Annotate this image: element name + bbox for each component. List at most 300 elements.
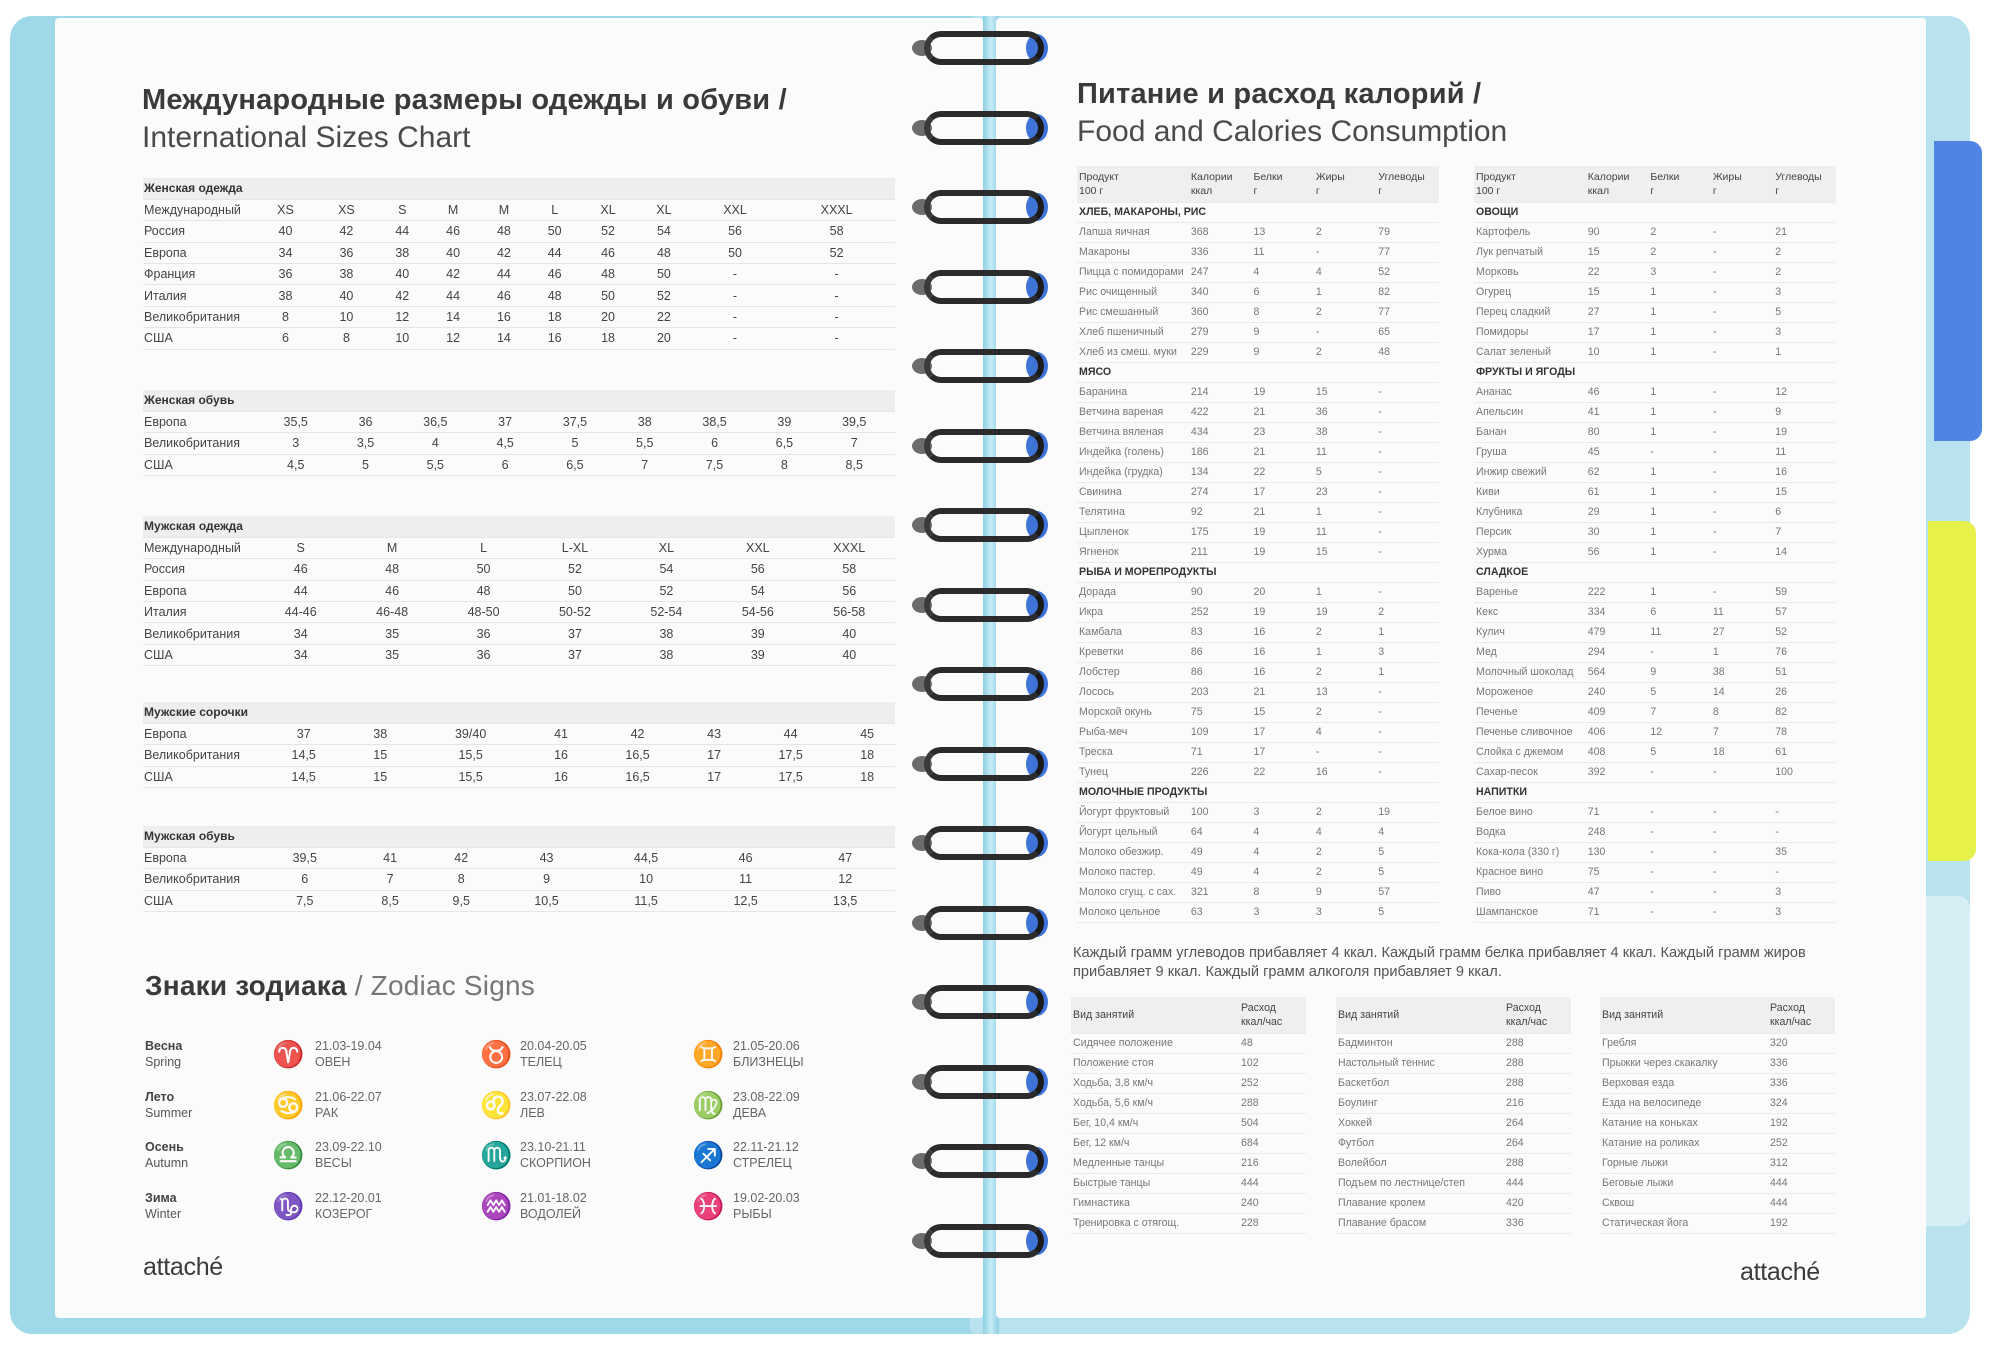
food-value: - (1711, 862, 1773, 882)
size-cell: 52 (636, 285, 692, 306)
food-value: 11 (1711, 602, 1773, 622)
activity-row (1600, 1133, 1835, 1153)
food-value: 1 (1376, 622, 1439, 642)
food-value: 71 (1189, 742, 1252, 762)
size-cell: 39 (712, 623, 803, 644)
food-value: 175 (1189, 522, 1252, 542)
zodiac-sign-name: ВОДОЛЕЙ (520, 1206, 581, 1221)
size-cell: 22 (636, 306, 692, 327)
food-name: Молочный шоколад (1474, 662, 1586, 682)
food-row (1077, 302, 1439, 322)
activity-kcal: 228 (1239, 1213, 1306, 1233)
food-row (1077, 342, 1439, 362)
activity-row (1600, 1053, 1835, 1073)
size-row (143, 580, 895, 601)
binder-ring (910, 106, 1052, 150)
size-cell: 48 (438, 580, 529, 601)
food-value: 8 (1252, 302, 1314, 322)
size-cell: 50 (692, 242, 778, 263)
activity-name: Верховая езда (1600, 1073, 1768, 1093)
food-row (1474, 822, 1836, 842)
food-value: 3 (1773, 902, 1836, 922)
zodiac-sign-name: КОЗЕРОГ (315, 1206, 373, 1221)
size-cell: 8 (316, 328, 377, 349)
size-cell: XXXL (778, 199, 895, 220)
food-name: Хлеб из смеш. муки (1077, 342, 1189, 362)
food-value: 3 (1314, 902, 1376, 922)
activity-kcal: 444 (1768, 1173, 1835, 1193)
food-row (1474, 602, 1836, 622)
activity-header-cell: Вид занятий (1336, 997, 1504, 1033)
food-value: - (1376, 702, 1439, 722)
activity-row (1071, 1113, 1306, 1133)
size-cell: 38 (377, 242, 428, 263)
food-name: Сахар-песок (1474, 762, 1586, 782)
food-value: 3 (1252, 902, 1314, 922)
food-row (1474, 322, 1836, 342)
food-name: Груша (1474, 442, 1586, 462)
activity-name: Быстрые танцы (1071, 1173, 1239, 1193)
size-row (143, 602, 895, 623)
activity-name: Катание на коньках (1600, 1113, 1768, 1133)
zodiac-sign-name: ВЕСЫ (315, 1156, 352, 1170)
zodiac-season-ru: Лето (145, 1089, 175, 1104)
size-cell: 40 (255, 221, 316, 242)
food-row (1474, 502, 1836, 522)
zodiac-sign-name: ДЕВА (733, 1105, 767, 1120)
size-cell: 48 (479, 221, 530, 242)
size-cell: 35 (346, 644, 437, 665)
food-value: 15 (1586, 282, 1649, 302)
food-value: 1 (1648, 302, 1710, 322)
food-row (1474, 702, 1836, 722)
food-value: 274 (1189, 482, 1252, 502)
food-value: 229 (1189, 342, 1252, 362)
food-value: - (1711, 842, 1773, 862)
size-row (143, 433, 895, 454)
activity-header-cell: Вид занятий (1600, 997, 1768, 1033)
size-cell: 41 (355, 847, 426, 868)
zodiac-season (145, 1139, 188, 1171)
food-row (1077, 662, 1439, 682)
size-cell: 36 (316, 242, 377, 263)
ring-wire (924, 747, 1044, 781)
zodiac-sign-dates: 20.04-20.05 (520, 1039, 587, 1053)
food-value: - (1376, 522, 1439, 542)
zodiac-season-ru: Весна (145, 1039, 183, 1053)
food-value: 2 (1376, 602, 1439, 622)
zodiac-sign-dates: 23.07-22.08 (520, 1089, 587, 1104)
zodiac-season (145, 1089, 192, 1121)
food-header-cell: Углеводы г (1376, 166, 1439, 202)
food-value: 2 (1314, 662, 1376, 682)
food-value: 13 (1314, 682, 1376, 702)
size-cell: 17,5 (742, 766, 839, 787)
food-value: - (1773, 822, 1836, 842)
size-row (143, 454, 895, 475)
food-value: 479 (1586, 622, 1649, 642)
size-cell: 8,5 (355, 890, 426, 911)
size-cell: M (479, 199, 530, 220)
food-value: - (1648, 842, 1710, 862)
size-row (143, 285, 895, 306)
binder-ring (910, 662, 1052, 706)
activity-name: Баскетбол (1336, 1073, 1504, 1093)
food-value: 8 (1252, 882, 1314, 902)
activity-name: Медленные танцы (1071, 1153, 1239, 1173)
size-table-heading (143, 826, 895, 847)
size-cell: 18 (839, 766, 895, 787)
size-row (143, 745, 895, 766)
food-value: 2 (1314, 222, 1376, 242)
food-value: 2 (1648, 242, 1710, 262)
zodiac-sign-dates: 19.02-20.03 (733, 1190, 800, 1205)
divider-tab-blue[interactable] (1934, 141, 1982, 441)
zodiac-sign-icon: ♑ (272, 1190, 305, 1221)
food-row (1077, 522, 1439, 542)
zodiac-sign-icon: ♎ (272, 1140, 305, 1170)
food-value: 16 (1252, 642, 1314, 662)
zodiac-season-en: Spring (145, 1055, 182, 1069)
food-name: Креветки (1077, 642, 1189, 662)
size-cell: 36,5 (395, 411, 476, 432)
food-row (1474, 442, 1836, 462)
food-value: 19 (1314, 602, 1376, 622)
zodiac-sign-info (520, 1190, 587, 1222)
food-value: 17 (1252, 722, 1314, 742)
food-value: 15 (1252, 702, 1314, 722)
food-row (1474, 262, 1836, 282)
activity-kcal: 252 (1768, 1133, 1835, 1153)
food-value: - (1711, 382, 1773, 402)
activity-kcal: 216 (1239, 1153, 1306, 1173)
size-cell: 38 (255, 285, 316, 306)
size-cell: 44-46 (255, 602, 346, 623)
size-cell: 39,5 (255, 847, 355, 868)
activity-name: Гимнастика (1071, 1193, 1239, 1213)
food-name: Свинина (1077, 482, 1189, 502)
size-row-label: Великобритания (143, 623, 255, 644)
zodiac-sign-name: СКОРПИОН (520, 1156, 591, 1170)
size-cell: 38 (621, 623, 712, 644)
activity-kcal: 324 (1768, 1093, 1835, 1113)
activity-kcal: 444 (1768, 1193, 1835, 1213)
food-name: Пиво (1474, 882, 1586, 902)
food-value: 71 (1586, 902, 1649, 922)
ring-wire (924, 826, 1044, 860)
size-cell: 39,5 (813, 411, 895, 432)
size-row-label: США (143, 890, 255, 911)
food-value: 5 (1314, 462, 1376, 482)
food-name: Ягненок (1077, 542, 1189, 562)
activity-row (1600, 1153, 1835, 1173)
activity-row (1071, 1053, 1306, 1073)
activity-name: Боулинг (1336, 1093, 1504, 1113)
size-cell: 17,5 (742, 745, 839, 766)
food-row (1474, 522, 1836, 542)
food-value: 3 (1773, 282, 1836, 302)
activity-row (1336, 1193, 1571, 1213)
food-name: Белое вино (1474, 802, 1586, 822)
food-value: - (1376, 502, 1439, 522)
food-value: 7 (1711, 722, 1773, 742)
food-value: - (1711, 462, 1773, 482)
food-title (1077, 78, 1507, 149)
zodiac-title-en: / Zodiac Signs (354, 970, 535, 1001)
size-row-label: Франция (143, 264, 255, 285)
food-row (1474, 622, 1836, 642)
food-category: РЫБА И МОРЕПРОДУКТЫ (1077, 562, 1439, 582)
food-value: 30 (1586, 522, 1649, 542)
food-value: - (1711, 242, 1773, 262)
size-cell: 8 (255, 306, 316, 327)
size-cell: 11,5 (596, 890, 696, 911)
size-cell: 42 (377, 285, 428, 306)
size-cell: 42 (316, 221, 377, 242)
food-category-row (1077, 362, 1439, 382)
size-cell: L (529, 199, 580, 220)
size-cell: 4,5 (255, 454, 336, 475)
activity-kcal: 288 (1504, 1153, 1571, 1173)
size-cell: 5 (336, 454, 394, 475)
size-cell: 6 (674, 433, 755, 454)
size-row-label: Европа (143, 723, 255, 744)
activity-kcal: 444 (1504, 1173, 1571, 1193)
food-value: - (1648, 802, 1710, 822)
food-name: Рис очищенный (1077, 282, 1189, 302)
activity-row (1336, 1213, 1571, 1233)
size-cell: 20 (636, 328, 692, 349)
food-row (1474, 802, 1836, 822)
food-value: 564 (1586, 662, 1649, 682)
food-value: 1 (1648, 542, 1710, 562)
size-cell: 14,5 (255, 745, 352, 766)
food-value: 1 (1314, 282, 1376, 302)
food-name: Мороженое (1474, 682, 1586, 702)
food-row (1474, 462, 1836, 482)
food-name: Помидоры (1474, 322, 1586, 342)
size-row-label: Италия (143, 602, 255, 623)
food-value: 1 (1648, 462, 1710, 482)
food-value: 41 (1586, 402, 1649, 422)
zodiac-sign-icon: ♈ (272, 1039, 305, 1069)
food-value: 59 (1773, 582, 1836, 602)
food-value: 15 (1314, 542, 1376, 562)
food-value: - (1376, 762, 1439, 782)
size-cell: 50 (529, 580, 620, 601)
size-row-label: Европа (143, 411, 255, 432)
food-name: Рыба-меч (1077, 722, 1189, 742)
food-table-header (1077, 166, 1439, 202)
zodiac-title (145, 970, 535, 1002)
size-cell: 39 (712, 644, 803, 665)
food-value: 52 (1773, 622, 1836, 642)
activity-kcal: 336 (1768, 1053, 1835, 1073)
size-cell: 40 (804, 623, 895, 644)
size-cell: 14 (479, 328, 530, 349)
size-cell: 58 (804, 559, 895, 580)
size-cell: 10 (377, 328, 428, 349)
food-name: Кока-кола (330 г) (1474, 842, 1586, 862)
food-value: 11 (1648, 622, 1710, 642)
food-value: 2 (1314, 862, 1376, 882)
size-cell: 9 (497, 869, 597, 890)
food-value: - (1711, 542, 1773, 562)
size-cell: 45 (839, 723, 895, 744)
divider-tab-clear[interactable] (1922, 896, 1970, 1226)
food-value: 2 (1314, 802, 1376, 822)
food-table-right (1474, 166, 1836, 923)
food-name: Ананас (1474, 382, 1586, 402)
food-row (1474, 382, 1836, 402)
food-value: 19 (1252, 522, 1314, 542)
food-value: - (1648, 822, 1710, 842)
food-category-row (1474, 562, 1836, 582)
food-value: 19 (1252, 602, 1314, 622)
food-value: 203 (1189, 682, 1252, 702)
food-value: 23 (1252, 422, 1314, 442)
food-value: 20 (1252, 582, 1314, 602)
food-value: 3 (1252, 802, 1314, 822)
size-cell: 48-50 (438, 602, 529, 623)
food-name: Шампанское (1474, 902, 1586, 922)
binder-ring (910, 742, 1052, 786)
divider-tab-yellow[interactable] (1928, 521, 1976, 861)
size-cell: 12 (795, 869, 895, 890)
size-row (143, 623, 895, 644)
size-cell: 38,5 (674, 411, 755, 432)
food-value: - (1376, 462, 1439, 482)
ring-wire (924, 906, 1044, 940)
food-category-row (1474, 202, 1836, 222)
size-cell: 40 (804, 644, 895, 665)
food-name: Тунец (1077, 762, 1189, 782)
activity-kcal: 336 (1504, 1213, 1571, 1233)
zodiac-sign-dates: 23.09-22.10 (315, 1140, 382, 1154)
food-value: 90 (1586, 222, 1649, 242)
size-cell: - (778, 285, 895, 306)
zodiac-sign-name: ТЕЛЕЦ (520, 1055, 562, 1069)
food-value: 46 (1586, 382, 1649, 402)
zodiac-sign-dates: 21.03-19.04 (315, 1039, 382, 1053)
food-value: 8 (1711, 702, 1773, 722)
activity-name: Ходьба, 3,8 км/ч (1071, 1073, 1239, 1093)
food-value: 90 (1189, 582, 1252, 602)
activity-name: Волейбол (1336, 1153, 1504, 1173)
activity-name: Гребля (1600, 1033, 1768, 1053)
food-value: 392 (1586, 762, 1649, 782)
size-cell: 35 (346, 623, 437, 644)
food-value: 7 (1773, 522, 1836, 542)
food-value: 22 (1586, 262, 1649, 282)
size-row (143, 199, 895, 220)
food-category: ФРУКТЫ И ЯГОДЫ (1474, 362, 1836, 382)
food-value: 6 (1252, 282, 1314, 302)
food-category-row (1474, 782, 1836, 802)
food-value: 65 (1376, 322, 1439, 342)
food-row (1474, 422, 1836, 442)
food-value: 434 (1189, 422, 1252, 442)
ring-wire (924, 985, 1044, 1019)
size-cell: 12,5 (696, 890, 796, 911)
food-value: 4 (1314, 262, 1376, 282)
food-row (1077, 822, 1439, 842)
size-cell: 46 (428, 221, 479, 242)
activity-name: Сидячее положение (1071, 1033, 1239, 1053)
food-value: 38 (1314, 422, 1376, 442)
zodiac-sign-info (315, 1190, 382, 1222)
food-value: - (1648, 882, 1710, 902)
activity-header-cell: Вид занятий (1071, 997, 1239, 1033)
zodiac-sign-name: СТРЕЛЕЦ (733, 1156, 792, 1170)
size-cell: 3 (255, 433, 336, 454)
food-name: Слойка с джемом (1474, 742, 1586, 762)
food-value: 4 (1314, 722, 1376, 742)
activity-row (1336, 1173, 1571, 1193)
activity-row (1071, 1213, 1306, 1233)
food-row (1474, 722, 1836, 742)
activity-table-wrap (1336, 997, 1571, 1234)
food-value: 422 (1189, 402, 1252, 422)
size-table-heading-cell: Мужская обувь (143, 826, 895, 847)
food-value: - (1711, 322, 1773, 342)
zodiac-sign-icon: ♊ (692, 1039, 725, 1069)
size-row-label: Европа (143, 580, 255, 601)
food-category: СЛАДКОЕ (1474, 562, 1836, 582)
food-name: Молоко цельное (1077, 902, 1189, 922)
activity-kcal: 252 (1239, 1073, 1306, 1093)
zodiac-season-en: Autumn (145, 1156, 189, 1170)
size-row-label: Великобритания (143, 433, 255, 454)
size-cell: 50 (580, 285, 636, 306)
activity-table (1600, 997, 1835, 1234)
size-cell: 18 (580, 328, 636, 349)
food-value: 368 (1189, 222, 1252, 242)
food-value: - (1711, 442, 1773, 462)
food-value: 9 (1314, 882, 1376, 902)
activity-kcal: 264 (1504, 1113, 1571, 1133)
activity-header (1600, 997, 1835, 1033)
size-row-label: Европа (143, 242, 255, 263)
food-row (1077, 422, 1439, 442)
activity-row (1336, 1093, 1571, 1113)
calorie-note: Каждый грамм углеводов прибавляет 4 ккал. Каждый грамм белка прибавляет 4 ккал. Каждый грамм жиров прибавляет 9 ккал. Каждый грамм алкоголя прибавляет 9 ккал. (1073, 945, 1806, 980)
ring-wire (924, 111, 1044, 145)
size-table-block (143, 178, 895, 350)
activity-kcal: 192 (1768, 1113, 1835, 1133)
zodiac-sign-icon: ♐ (692, 1140, 725, 1170)
food-value: 19 (1252, 382, 1314, 402)
food-row (1077, 282, 1439, 302)
food-row (1474, 482, 1836, 502)
size-cell: 44 (529, 242, 580, 263)
activity-kcal: 48 (1239, 1033, 1306, 1053)
size-cell: 16 (529, 328, 580, 349)
food-value: 1 (1648, 582, 1710, 602)
size-cell: - (692, 306, 778, 327)
activity-kcal: 684 (1239, 1133, 1306, 1153)
size-cell: 5,5 (395, 454, 476, 475)
food-row (1077, 762, 1439, 782)
ring-wire (924, 1065, 1044, 1099)
size-cell: 6,5 (534, 454, 615, 475)
size-cell: 52-54 (621, 602, 712, 623)
activity-name: Горные лыжи (1600, 1153, 1768, 1173)
zodiac-sign-info (733, 1038, 804, 1070)
activity-name: Катание на роликах (1600, 1133, 1768, 1153)
food-row (1077, 702, 1439, 722)
size-cell: 37 (529, 623, 620, 644)
